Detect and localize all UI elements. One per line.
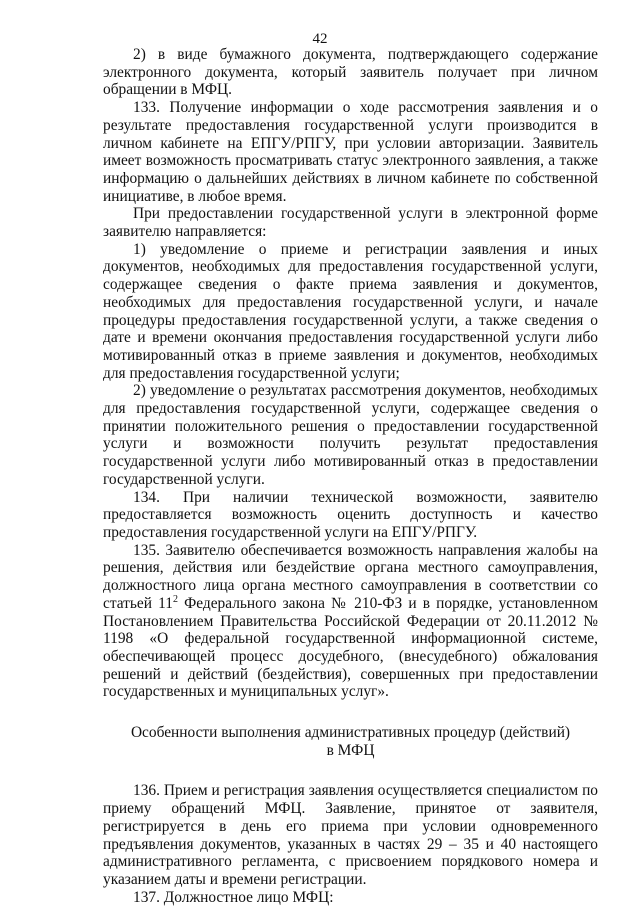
article-superscript: 2 [172, 593, 178, 605]
paragraph-133: 133. Получение информации о ходе рассмотрения заявления и о результате предоставления государственной услуги производится в личном кабинете на ЕПГУ/РПГУ, при условии авторизации. Заявитель имеет возможность просматривать статус электронного заявления, а также информацию о дальнейших действиях в личном кабинете по собственной инициативе, в любое время. [103, 99, 598, 205]
paragraph-electronic-form-intro: При предоставлении государственной услуги в электронной форме заявителю направляется: [103, 205, 598, 241]
section-heading-line-2: в МФЦ [326, 741, 375, 759]
paragraph-136: 136. Прием и регистрация заявления осуществляется специалистом по приему обращений МФЦ. Заявление, принятое от заявителя, регистрируется в день его приема при условии одновременного предъявления документов, указанных в частях 29 – 35 и 40 настоящего административного регламента, с присвоением порядкового номера и указанием даты и времени регистрации. [103, 782, 598, 888]
paragraph-135-text-start: 135. Заявителю обеспечивается возможность направления жалобы на решения, действия или бездействие органа местного самоуправления, должностного лица органа местного самоуправления в соответствии со статьей 11 [103, 541, 598, 612]
paragraph-135-text-end: Федерального закона № 210-ФЗ и в порядке, установленном Постановлением Правительства Российской Федерации от 20.11.2012 № 1198 «О федеральной государственной информационной системе, обеспечивающей процесс досудебного, (внесудебного) обжалования решений и действий (бездействия), совершенных при предоставлении государственных и муниципальных услуг». [103, 594, 598, 701]
paragraph-item-2: 2) в виде бумажного документа, подтверждающего содержание электронного документа, который заявитель получает при личном обращении в МФЦ. [103, 46, 598, 99]
paragraph-137: 137. Должностное лицо МФЦ: [133, 888, 334, 906]
document-body [103, 46, 598, 906]
paragraph-135 [103, 542, 598, 701]
paragraph-134: 134. При наличии технической возможности, заявителю предоставляется возможность оценить доступность и качество предоставления государственной услуги на ЕПГУ/РПГУ. [103, 488, 598, 541]
paragraph-notification-1: 1) уведомление о приеме и регистрации заявления и иных документов, необходимых для предоставления государственной услуги, содержащее сведения о факте приема заявления и документов, необходимых для предоставления государственной услуги, и начале процедуры предоставления государственной услуги, а также сведения о дате и времени окончания предоставления государственной услуги либо мотивированный отказ в приеме заявления и документов, необходимых для предоставления государственной услуги; [103, 240, 598, 382]
paragraph-notification-2: 2) уведомление о результатах рассмотрения документов, необходимых для предоставления государственной услуги, содержащее сведения о принятии положительного решения о предоставлении государственной услуги и возможности получить результат предоставления государственной услуги либо мотивированный отказ в предоставлении государственной услуги. [103, 382, 598, 488]
section-heading-line-1: Особенности выполнения административных процедур (действий) [130, 724, 571, 742]
section-heading [103, 724, 598, 759]
page-number: 42 [312, 31, 328, 47]
